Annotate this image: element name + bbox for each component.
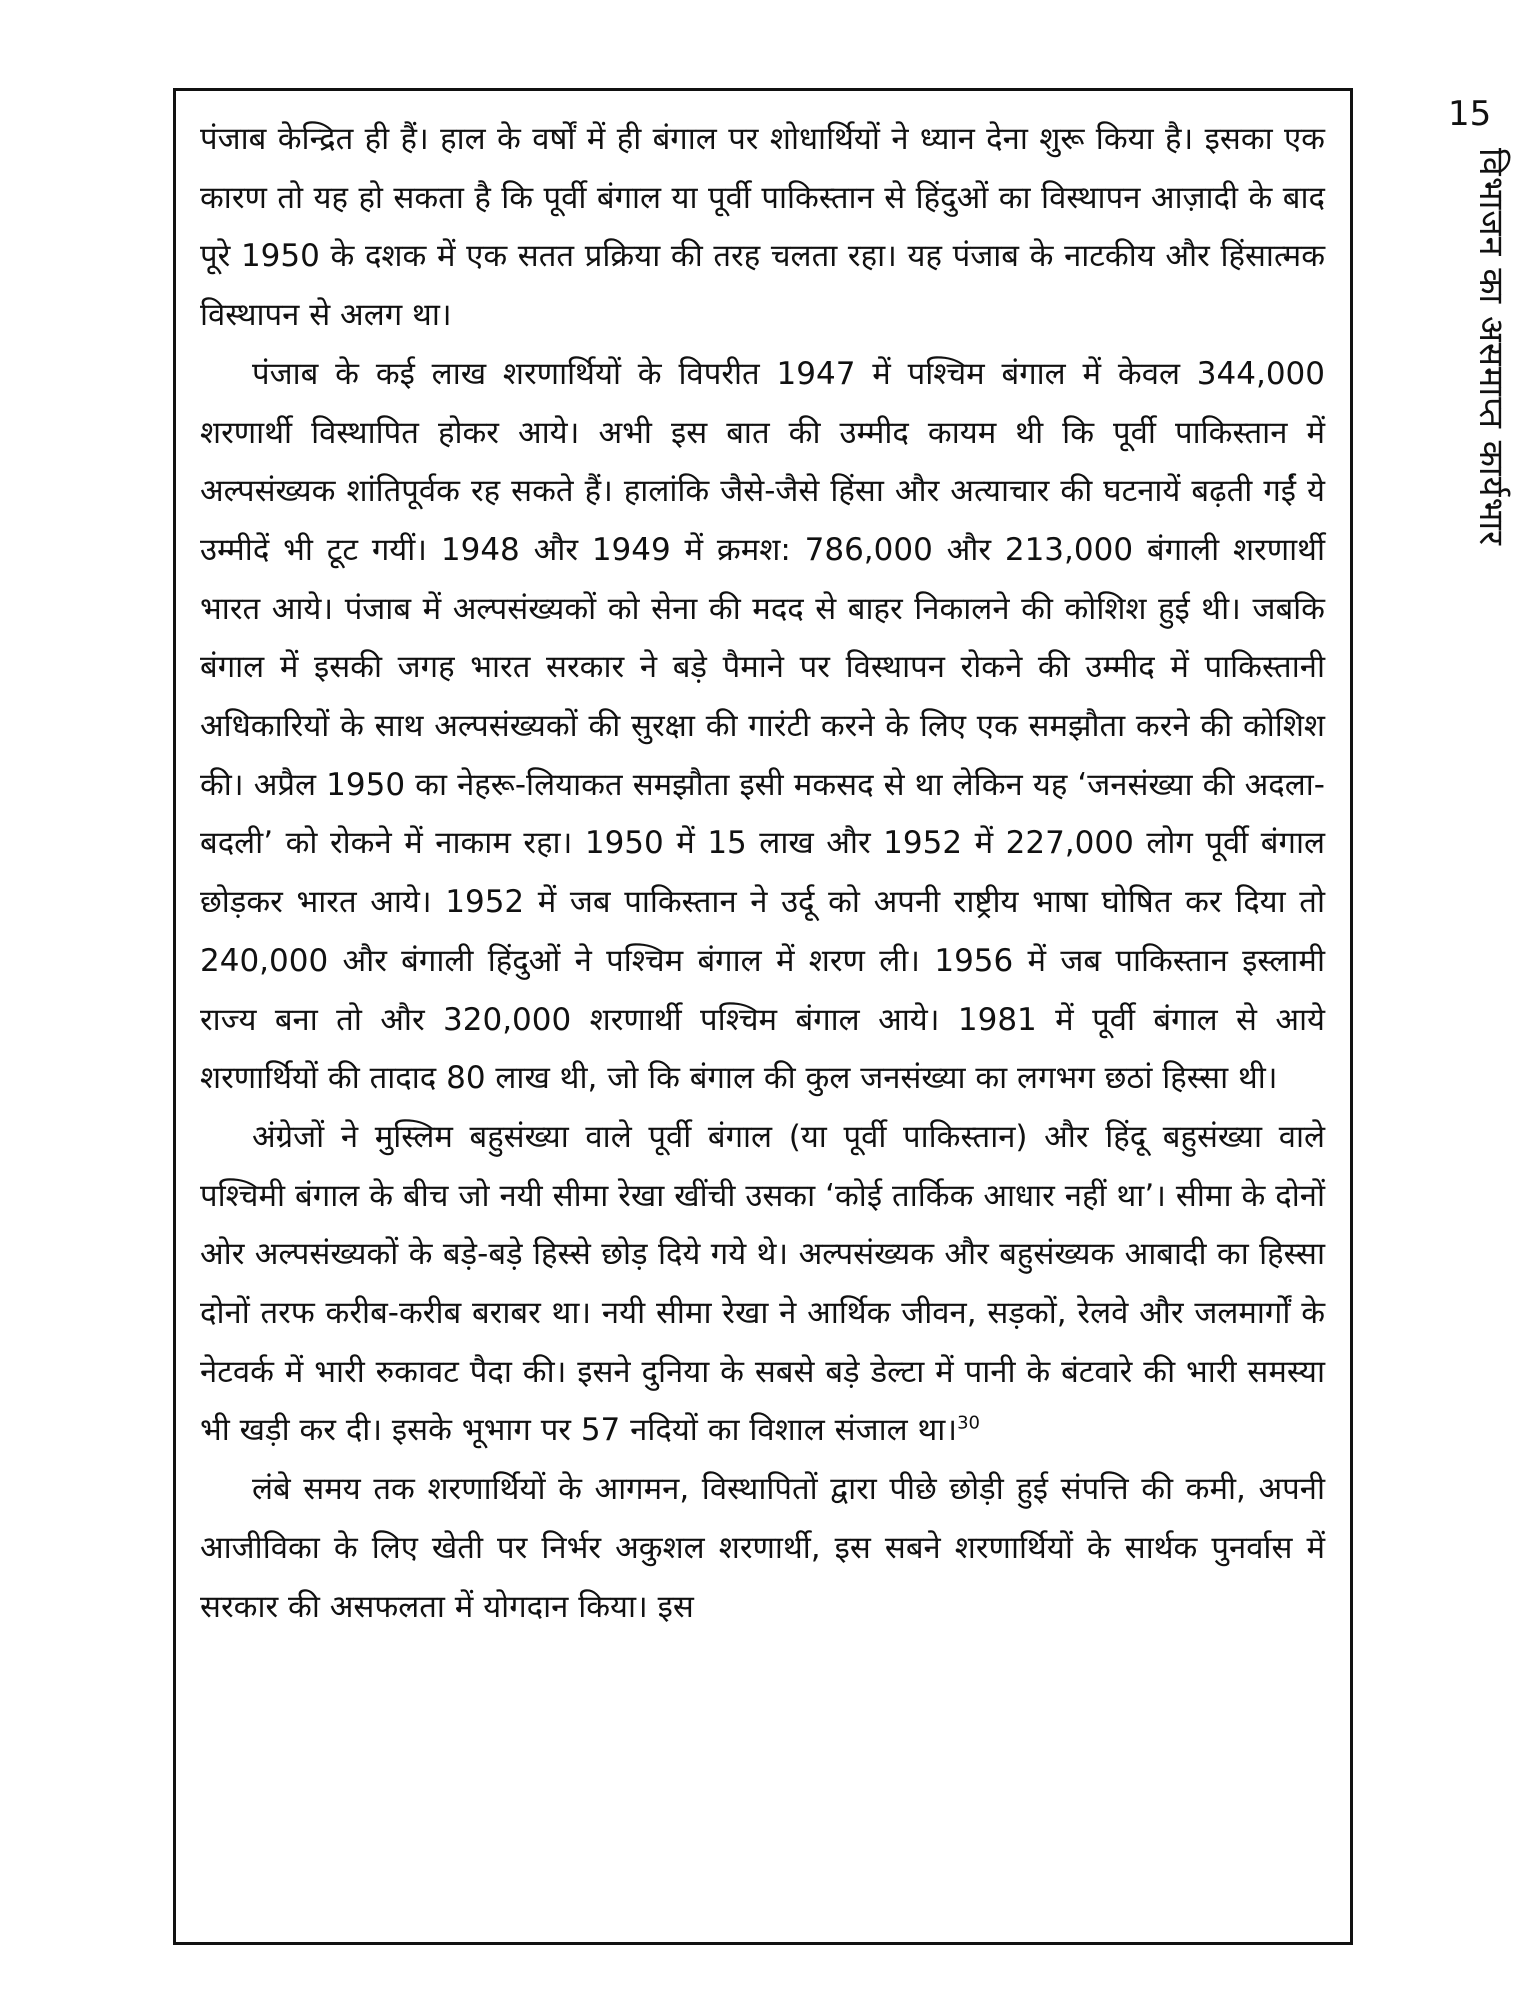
paragraph-2: पंजाब के कई लाख शरणार्थियों के विपरीत 1947 में पश्चिम बंगाल में केवल 344,000 शरणार्थी विस्थापित होकर आये। अभी इस बात की उम्मीद कायम थी कि पूर्वी पाकिस्तान में अल्पसंख्यक शांतिपूर्वक रह सकते हैं। हालांकि जैसे-जैसे हिंसा और अत्याचार की घटनायें बढ़ती गईं ये उम्मीदें भी टूट गयीं। 1948 और 1949 में क्रमश: 786,000 और 213,000 बंगाली शरणार्थी भारत आये। पंजाब में अल्पसंख्यकों को सेना की मदद से बाहर निकालने की कोशिश हुई थी। जबकि बंगाल में इसकी जगह भारत सरकार ने बड़े पैमाने पर विस्थापन रोकने की उम्मीद में पाकिस्तानी अधिकारियों के साथ अल्पसंख्यकों की सुरक्षा की गारंटी करने के लिए एक समझौता करने की कोशिश की। अप्रैल 1950 का नेहरू-लियाकत समझौता इसी मकसद से था लेकिन यह ‘जनसंख्या की अदला-बदली’ को रोकने में नाकाम रहा। 1950 में 15 लाख और 1952 में 227,000 लोग पूर्वी बंगाल छोड़कर भारत आये। 1952 में जब पाकिस्तान ने उर्दू को अपनी राष्ट्रीय भाषा घोषित कर दिया तो 240,000 और बंगाली हिंदुओं ने पश्चिम बंगाल में शरण ली। 1956 में जब पाकिस्तान इस्लामी राज्य बना तो और 320,000 शरणार्थी पश्चिम बंगाल आये। 1981 में पूर्वी बंगाल से आये शरणार्थियों की तादाद 80 लाख थी, जो कि बंगाल की कुल जनसंख्या का लगभग छठां हिस्सा थी। [200,355,1325,1097]
paragraph-4: लंबे समय तक शरणार्थियों के आगमन, विस्थापितों द्वारा पीछे छोड़ी हुई संपत्ति की कमी, अपनी आजीविका के लिए खेती पर निर्भर अकुशल शरणार्थी, इस सबने शरणार्थियों के सार्थक पुनर्वास में सरकार की असफलता में योगदान किया। इस [200,1471,1325,1625]
paragraph-1: पंजाब केन्द्रित ही हैं। हाल के वर्षों में ही बंगाल पर शोधार्थियों ने ध्यान देना शुरू किया है। इसका एक कारण तो यह हो सकता है कि पूर्वी बंगाल या पूर्वी पाकिस्तान से हिंदुओं का विस्थापन आज़ादी के बाद पूरे 1950 के दशक में एक सतत प्रक्रिया की तरह चलता रहा। यह पंजाब के नाटकीय और हिंसात्मक विस्थापन से अलग था। [200,121,1325,334]
paragraph-3-text: अंग्रेजों ने मुस्लिम बहुसंख्या वाले पूर्वी बंगाल (या पूर्वी पाकिस्तान) और हिंदू बहुसंख्या वाले पश्चिमी बंगाल के बीच जो नयी सीमा रेखा खींची उसका ‘कोई तार्किक आधार नहीं था’। सीमा के दोनों ओर अल्पसंख्यकों के बड़े-बड़े हिस्से छोड़ दिये गये थे। अल्पसंख्यक और बहुसंख्यक आबादी का हिस्सा दोनों तरफ करीब-करीब बराबर था। नयी सीमा रेखा ने आर्थिक जीवन, सड़कों, रेलवे और जलमार्गों के नेटवर्क में भारी रुकावट पैदा की। इसने दुनिया के सबसे बड़े डेल्टा में पानी के बंटवारे की भारी समस्या भी खड़ी कर दी। इसके भूभाग पर 57 नदियों का विशाल संजाल था। [200,1118,1325,1449]
footnote-ref[interactable]: 30 [957,1413,980,1435]
running-title: विभाजन का असमाप्त कार्यभार [1471,148,1511,547]
page-number: 15 [1448,94,1492,134]
body-text [200,110,1325,1636]
paragraph-3 [200,1108,1325,1460]
